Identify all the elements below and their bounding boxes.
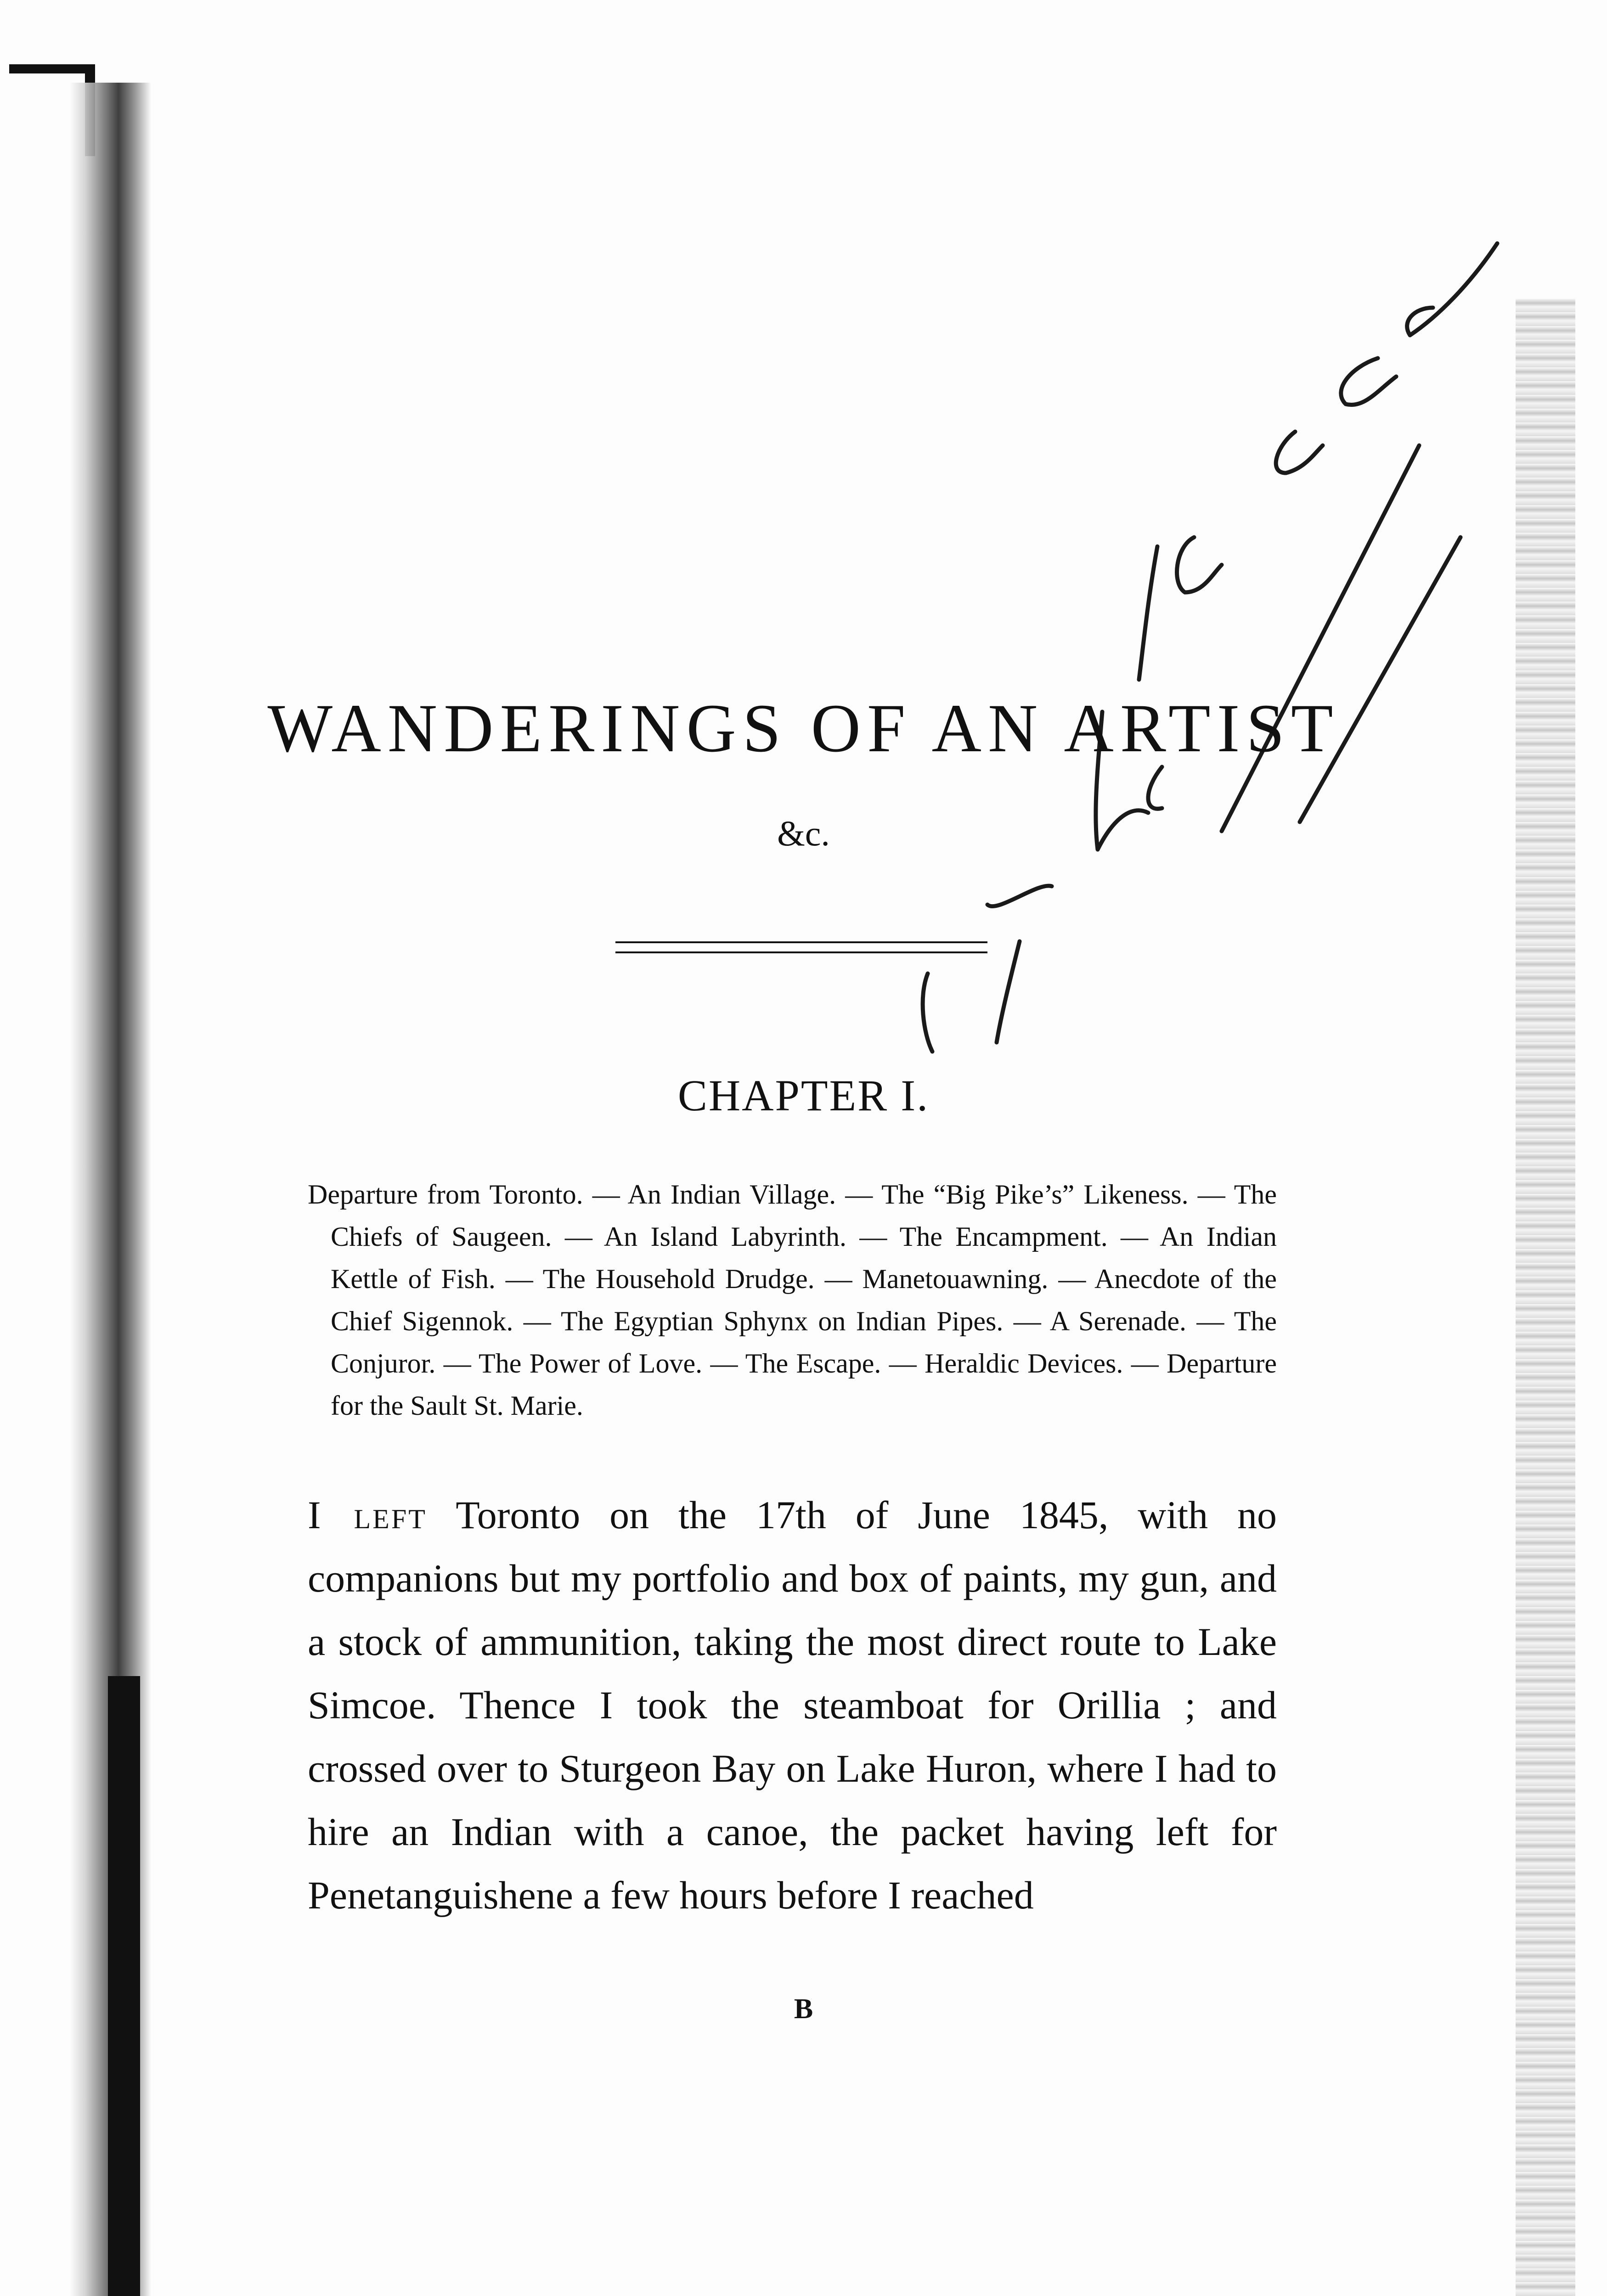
chapter-summary: Departure from Toronto. — An Indian Village. — The “Big Pike’s” Likeness. — The Chiefs of Saugeen. — An Island Labyrinth. — The Encampment. — An Indian Kettle of Fish. — The Household Drudge. — Manetouawning. — Anecdote of the Chief Sigennok. — The Egyptian Sphynx on Indian Pipes. — A Serenade. — The Conjuror. — The Power of Love. — The Escape. — Heraldic Devices. — Departure for the Sault St. Marie. (308, 1179, 1277, 1421)
title-double-rule (615, 941, 987, 953)
body-opening-words: I left (308, 1493, 427, 1537)
chapter-body-paragraph (308, 1483, 1277, 1927)
signature-mark: B (794, 1993, 813, 2025)
scan-corner-mark (9, 64, 92, 73)
book-subtitle: &c. (777, 813, 830, 853)
handwritten-signature (781, 216, 1562, 1111)
book-gutter-dark-band (108, 1676, 140, 2296)
chapter-heading: CHAPTER I. (677, 1071, 930, 1120)
body-paragraph-text: Toronto on the 17th of June 1845, with no companions but my portfolio and box of paints, my gun, and a stock of ammunition, taking the most direct route to Lake Simcoe. Thence I took the steamboat for Orillia ; and crossed over to Sturgeon Bay on Lake Huron, where I had to hire an Indian with a canoe, the packet having left for Penetanguishene a few hours before I reached (308, 1493, 1277, 1917)
book-title: WANDERINGS OF AN ARTIST (267, 690, 1340, 766)
